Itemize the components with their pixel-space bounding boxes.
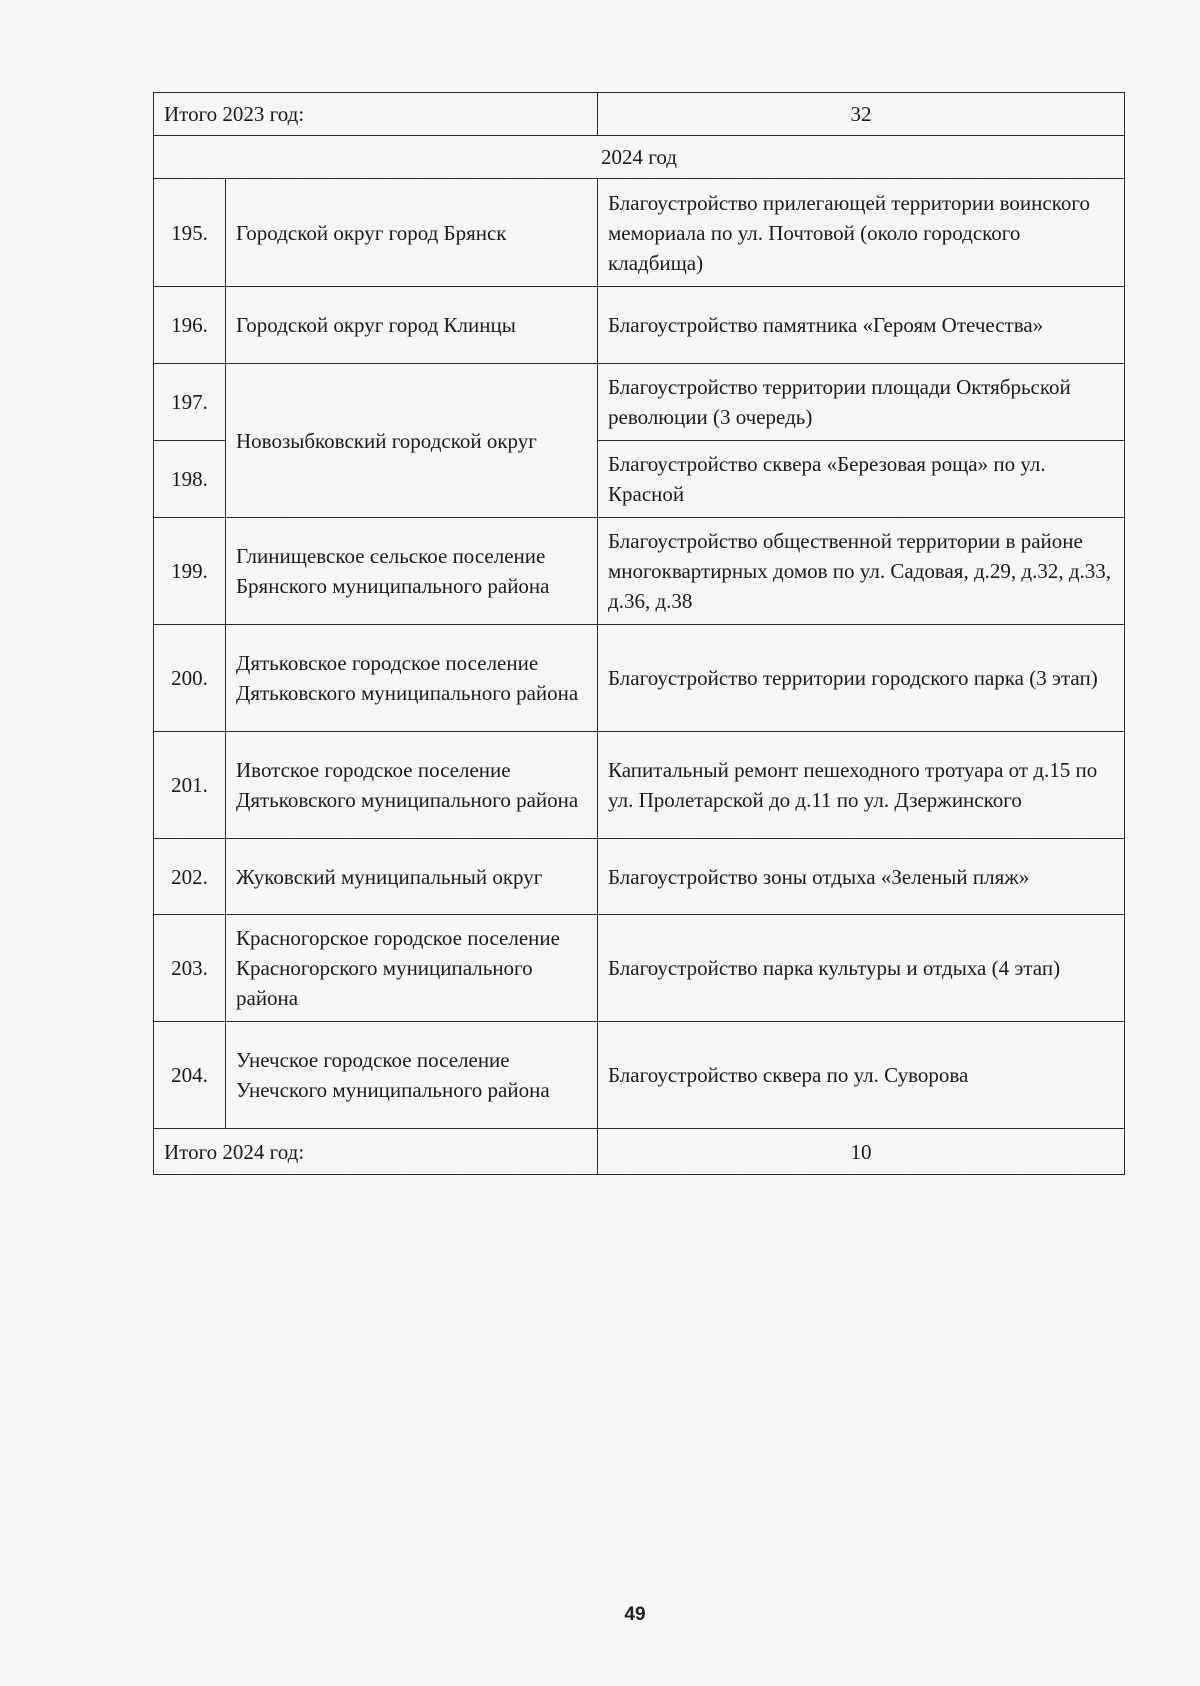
municipality-cell: Унечское городское поселение Унечского муниципального района	[226, 1022, 598, 1129]
project-cell: Благоустройство территории площади Октябрьской революции (3 очередь)	[598, 364, 1125, 441]
project-cell: Благоустройство памятника «Героям Отечества»	[598, 287, 1125, 364]
project-cell: Благоустройство прилегающей территории воинского мемориала по ул. Почтовой (около городского кладбища)	[598, 179, 1125, 287]
year-header-row	[154, 136, 1125, 179]
project-cell: Благоустройство общественной территории в районе многоквартирных домов по ул. Садовая, д.29, д.32, д.33, д.36, д.38	[598, 518, 1125, 625]
municipality-cell: Глинищевское сельское поселение Брянского муниципального района	[226, 518, 598, 625]
page-number: 49	[624, 1604, 646, 1625]
table-row	[154, 915, 1125, 1022]
total-2023-label: Итого 2023 год:	[154, 93, 598, 136]
project-cell: Благоустройство сквера по ул. Суворова	[598, 1022, 1125, 1129]
table-row	[154, 179, 1125, 287]
total-2024-row	[154, 1129, 1125, 1175]
table-row	[154, 732, 1125, 839]
municipality-cell: Дятьковское городское поселение Дятьковского муниципального района	[226, 625, 598, 732]
total-2023-row	[154, 93, 1125, 136]
municipality-cell: Жуковский муниципальный округ	[226, 839, 598, 915]
project-cell: Благоустройство сквера «Березовая роща» по ул. Красной	[598, 441, 1125, 518]
table-row	[154, 364, 1125, 441]
row-number: 201.	[154, 732, 226, 839]
municipality-cell: Ивотское городское поселение Дятьковского муниципального района	[226, 732, 598, 839]
total-2023-value: 32	[598, 93, 1125, 136]
row-number: 202.	[154, 839, 226, 915]
table-row	[154, 518, 1125, 625]
table-row	[154, 1022, 1125, 1129]
row-number: 198.	[154, 441, 226, 518]
total-2024-label: Итого 2024 год:	[154, 1129, 598, 1175]
table-row	[154, 625, 1125, 732]
table-row	[154, 839, 1125, 915]
project-cell: Капитальный ремонт пешеходного тротуара от д.15 по ул. Пролетарской до д.11 по ул. Дзержинского	[598, 732, 1125, 839]
row-number: 195.	[154, 179, 226, 287]
row-number: 200.	[154, 625, 226, 732]
project-cell: Благоустройство парка культуры и отдыха (4 этап)	[598, 915, 1125, 1022]
row-number: 199.	[154, 518, 226, 625]
table-row	[154, 287, 1125, 364]
year-header: 2024 год	[154, 136, 1125, 179]
row-number: 204.	[154, 1022, 226, 1129]
row-number: 196.	[154, 287, 226, 364]
projects-table	[153, 92, 1125, 1175]
total-2024-value: 10	[598, 1129, 1125, 1175]
row-number: 197.	[154, 364, 226, 441]
municipality-cell: Городской округ город Клинцы	[226, 287, 598, 364]
project-cell: Благоустройство территории городского парка (3 этап)	[598, 625, 1125, 732]
municipality-cell: Новозыбковский городской округ	[226, 364, 598, 518]
project-cell: Благоустройство зоны отдыха «Зеленый пляж»	[598, 839, 1125, 915]
municipality-cell: Городской округ город Брянск	[226, 179, 598, 287]
row-number: 203.	[154, 915, 226, 1022]
municipality-cell: Красногорское городское поселение Красногорского муниципального района	[226, 915, 598, 1022]
